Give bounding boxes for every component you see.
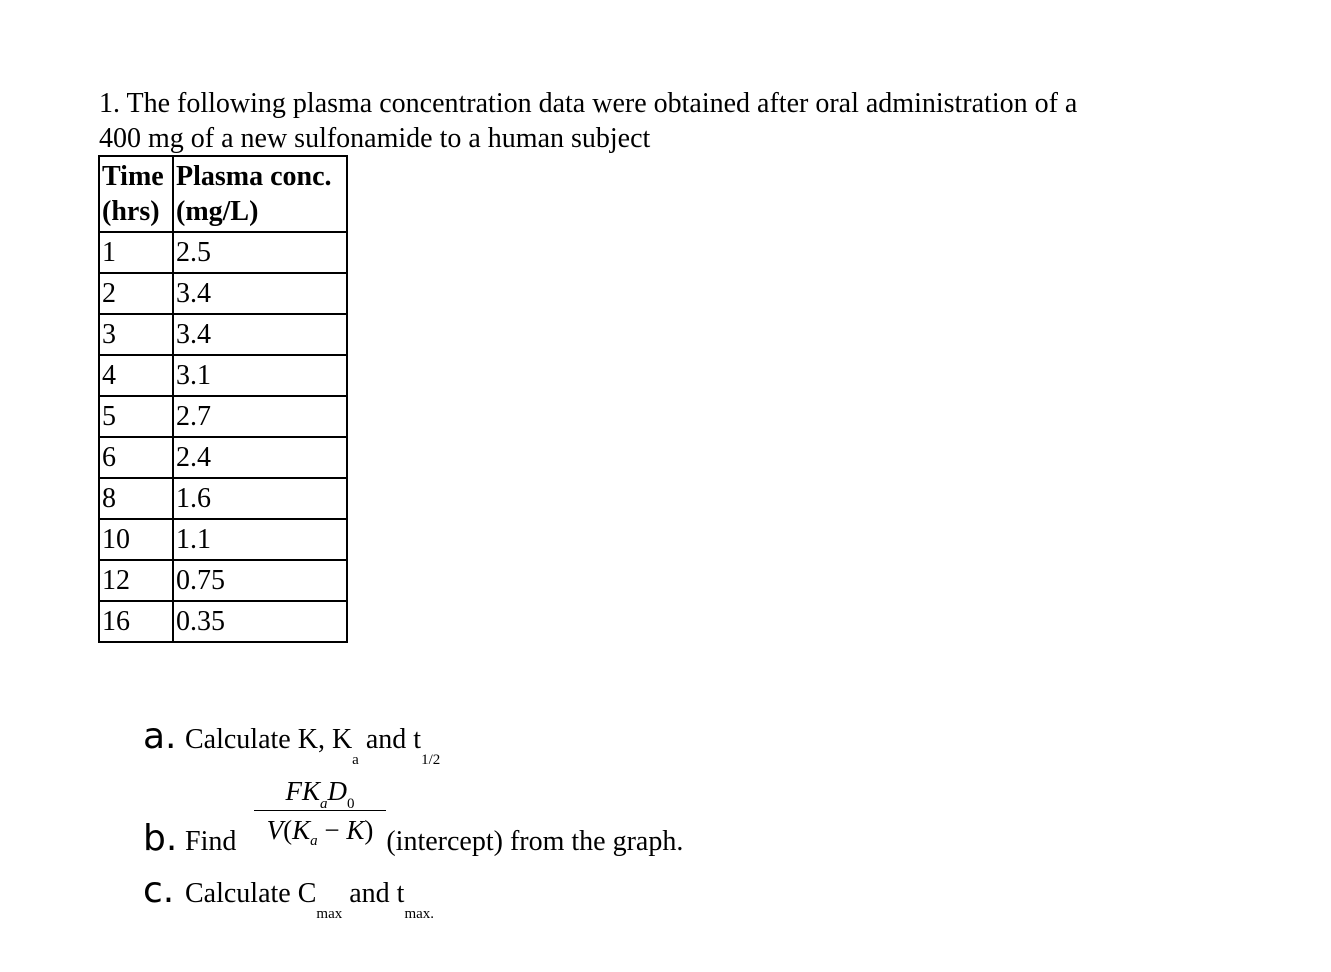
table-header-row — [99, 156, 347, 232]
part-c-marker: c. — [143, 870, 175, 911]
part-a — [143, 716, 441, 768]
part-a-marker: a. — [143, 716, 177, 757]
time-header: Time (hrs) — [99, 156, 173, 232]
conc-cell: 0.35 — [173, 601, 347, 642]
conc-header: Plasma conc. (mg/L) — [173, 156, 347, 232]
table-row — [99, 396, 347, 437]
part-c-text-mid: and t — [342, 878, 405, 909]
part-a-text-mid: and t — [358, 724, 422, 755]
table-row — [99, 519, 347, 560]
part-b-text-after: (intercept) from the graph. — [386, 826, 684, 857]
time-cell: 2 — [99, 273, 173, 314]
time-cell: 16 — [99, 601, 173, 642]
part-b-marker: b. — [143, 818, 178, 859]
half-life-subscript: 1/2 — [421, 752, 441, 768]
ka-subscript: a — [352, 752, 359, 768]
part-a-text: Calculate K, K — [185, 724, 353, 755]
intro-line-2: 400 mg of a new sulfonamide to a human subject — [99, 123, 651, 154]
table-row — [99, 355, 347, 396]
conc-cell: 2.4 — [173, 437, 347, 478]
time-cell: 3 — [99, 314, 173, 355]
table-row — [99, 232, 347, 273]
plasma-concentration-table — [98, 155, 348, 643]
conc-cell: 3.4 — [173, 314, 347, 355]
conc-cell: 3.4 — [173, 273, 347, 314]
table-row — [99, 437, 347, 478]
time-cell: 10 — [99, 519, 173, 560]
table-row — [99, 273, 347, 314]
time-cell: 6 — [99, 437, 173, 478]
formula-denominator: $V(K_a - K)$ — [266, 815, 374, 849]
table-row — [99, 560, 347, 601]
conc-cell: 2.7 — [173, 396, 347, 437]
conc-cell: 1.6 — [173, 478, 347, 519]
time-cell: 8 — [99, 478, 173, 519]
part-b-text: Find — [185, 826, 237, 857]
conc-cell: 2.5 — [173, 232, 347, 273]
time-cell: 1 — [99, 232, 173, 273]
part-b — [143, 818, 683, 859]
part-c — [143, 870, 435, 922]
conc-cell: 3.1 — [173, 355, 347, 396]
conc-cell: 0.75 — [173, 560, 347, 601]
table-row — [99, 478, 347, 519]
cmax-subscript: max — [316, 906, 343, 922]
time-cell: 5 — [99, 396, 173, 437]
time-cell: 4 — [99, 355, 173, 396]
part-c-text: Calculate C — [185, 878, 317, 909]
table-row — [99, 601, 347, 642]
time-cell: 12 — [99, 560, 173, 601]
intro-line-1: 1. The following plasma concentration data were obtained after oral administration of a — [99, 88, 1078, 119]
tmax-subscript: max. — [404, 906, 435, 922]
conc-cell: 1.1 — [173, 519, 347, 560]
question-intro — [99, 86, 1219, 156]
table-row — [99, 314, 347, 355]
formula-numerator: $FK_aD_0$ — [285, 776, 355, 812]
